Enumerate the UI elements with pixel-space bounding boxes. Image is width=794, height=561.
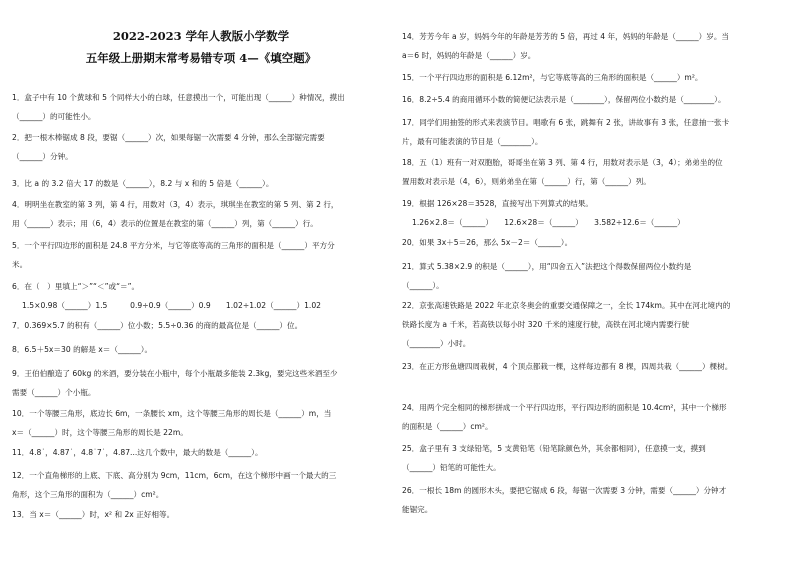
question-item (12, 466, 384, 504)
question-item (12, 443, 384, 462)
question-text: 23．在正方形鱼塘四周栽树，4 个顶点都栽一棵，这样每边都有 8 棵，四周共栽（______）棵树。 (402, 362, 733, 371)
question-text: 13．当 x＝（______）时，x² 和 2x 正好相等。 (12, 510, 175, 519)
question-text: 26．一根长 18m 的圆形木头，要把它锯成 6 段，每锯一次需要 3 分钟，需要（______）分钟才 (402, 486, 727, 495)
question-text: 1.26×2.8＝（______） 12.6×28＝（______） 3.582÷12.6＝（______） (412, 218, 685, 227)
question-item (402, 233, 774, 252)
question-item (12, 316, 384, 335)
question-text: 角形，这个三角形的面积为（______）cm²。 (12, 490, 164, 499)
question-text: 24．用两个完全相同的梯形拼成一个平行四边形，平行四边形的面积是 10.4cm²，其中一个梯形 (402, 403, 727, 412)
question-text: 12．一个直角梯形的上底、下底、高分别为 9cm，11cm，6cm，在这个梯形中画一个最大的三 (12, 471, 337, 480)
question-item (402, 194, 774, 232)
question-text: 21．算式 5.38×2.9 的积是（______），用“四舍五入”法把这个得数保留两位小数约是 (402, 262, 692, 271)
question-text: （______）分钟。 (12, 152, 73, 161)
question-item (402, 27, 774, 65)
left-column (12, 0, 390, 561)
question-text: 能锯完。 (402, 505, 433, 514)
question-text: 11．4.8˙，4.87˙，4.8˙7˙，4.87...这几个数中，最大的数是（______）。 (12, 448, 263, 457)
question-item (12, 364, 384, 402)
question-item (12, 128, 384, 166)
question-text: （______）。 (402, 281, 444, 290)
question-item (402, 439, 774, 477)
question-text: 8．6.5＋5x＝30 的解是 x＝（______）。 (12, 345, 153, 354)
right-column (402, 0, 780, 561)
question-text: 14．芳芳今年 a 岁，妈妈今年的年龄是芳芳的 5 倍，再过 4 年，妈妈的年龄是（______）岁。当 (402, 32, 730, 41)
question-item (12, 236, 384, 274)
question-text: 18．五（1）班有一对双胞胎，哥哥坐在第 3 列、第 4 行，用数对表示是（3，4）；弟弟坐的位 (402, 158, 723, 167)
question-text: 片，最有可能表演的节目是（________）。 (402, 137, 543, 146)
question-text: （______）的可能性小。 (12, 112, 96, 121)
question-text: 用（______）表示；用（6，4）表示的位置是在教室的第（______）列，第（______）行。 (12, 219, 318, 228)
question-text: 25．盒子里有 3 支绿铅笔，5 支黄铅笔（铅笔除颜色外，其余都相同），任意摸一支，摸到 (402, 444, 706, 453)
question-item (402, 113, 774, 151)
question-text: 7．0.369×5.7 的积有（______）位小数；5.5÷0.36 的商的最高位是（______）位。 (12, 321, 303, 330)
question-text: 的面积是（______）cm²。 (402, 422, 493, 431)
question-item (12, 174, 384, 193)
question-text: 16．8.2÷5.4 的商用循环小数的简便记法表示是（________），保留两位小数约是（________）。 (402, 95, 726, 104)
question-text: a＝6 时，妈妈的年龄是（______）岁。 (402, 51, 536, 60)
question-item (402, 296, 774, 353)
question-text: 需要（______）个小瓶。 (12, 388, 96, 397)
question-text: 20．如果 3x＋5＝26，那么 5x－2＝（______）。 (402, 238, 573, 247)
question-item (12, 88, 384, 126)
question-text: 1.5×0.98（______）1.5 0.9÷0.9（______）0.9 1.02÷1.02（______）1.02 (22, 301, 321, 310)
question-text: 5．一个平行四边形的面积是 24.8 平方分米，与它等底等高的三角形的面积是（______）平方分 (12, 241, 335, 250)
question-item (402, 398, 774, 436)
question-text: 米。 (12, 260, 28, 269)
question-item (402, 357, 774, 376)
question-text: 6．在（ ）里填上“＞”“＜”或“＝”。 (12, 282, 140, 291)
question-text: 4．明明坐在教室的第 3 列，第 4 行，用数对（3，4）表示，琪琪坐在教室的第 5 列、第 2 行， (12, 200, 339, 209)
question-item (12, 404, 384, 442)
question-text: 15．一个平行四边形的面积是 6.12m²，与它等底等高的三角形的面积是（______）m²。 (402, 73, 703, 82)
question-text: （________）小时。 (402, 339, 471, 348)
question-text: 2．把一根木棒锯成 8 段，要锯（______）次，如果每锯一次需要 4 分钟，那么全部锯完需要 (12, 133, 325, 142)
question-item (402, 257, 774, 295)
question-item (402, 153, 774, 191)
question-text: （______）铅笔的可能性大。 (402, 463, 501, 472)
doc-title-line2: 五年级上册期末常考易错专项 4—《填空题》 (85, 51, 317, 65)
question-item (12, 340, 384, 359)
question-text: 22．京张高速铁路是 2022 年北京冬奥会的重要交通保障之一，全长 174km。其中在河北境内的 (402, 301, 731, 310)
question-item (12, 505, 384, 524)
question-text: 铁路长度为 a 千米，若高铁以每小时 320 千米的速度行驶，高铁在河北境内需要行驶 (402, 320, 689, 329)
question-item (402, 90, 774, 109)
question-text: 置用数对表示是（4，6），则弟弟坐在第（______）行，第（______）列。 (402, 177, 651, 186)
question-text: 10．一个等腰三角形，底边长 6m，一条腰长 xm，这个等腰三角形的周长是（______）m，当 (12, 409, 332, 418)
question-text: 17．同学们用抽签的形式来表演节目。唱歌有 6 张，跳舞有 2 张，讲故事有 3 张，任意抽一张卡 (402, 118, 730, 127)
doc-title-line1: 2022-2023 学年人教版小学数学 (112, 29, 290, 43)
question-item (402, 68, 774, 87)
question-item (402, 481, 774, 519)
question-item (12, 277, 384, 315)
question-text: 19．根据 126×28＝3528，直接写出下列算式的结果。 (402, 199, 594, 208)
question-text: x＝（______）时，这个等腰三角形的周长是 22m。 (12, 428, 188, 437)
question-text: 3．比 a 的 3.2 倍大 17 的数是（______），8.2 与 x 和的 5 倍是（______）。 (12, 179, 274, 188)
question-text: 9．王伯伯酿造了 60kg 的米酒，要分装在小瓶中，每个小瓶最多能装 2.3kg，要完这些米酒至少 (12, 369, 338, 378)
question-text: 1．盒子中有 10 个黄球和 5 个同样大小的白球，任意摸出一个，可能出现（______）种情况，摸出 (12, 93, 345, 102)
question-item (12, 195, 384, 233)
